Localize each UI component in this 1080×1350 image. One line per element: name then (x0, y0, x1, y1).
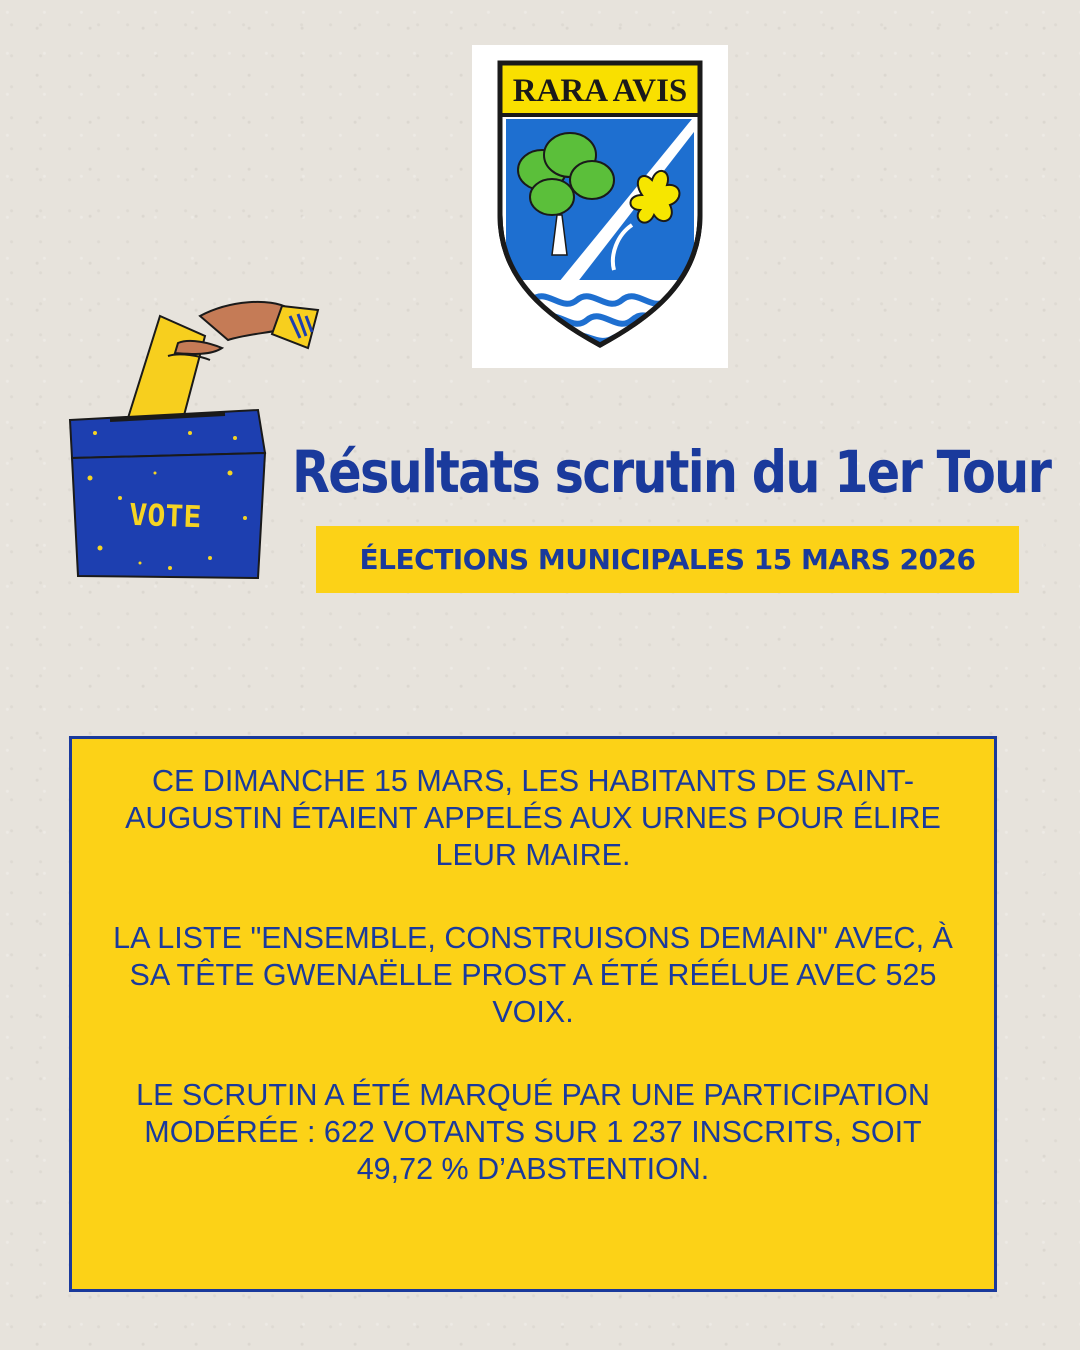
ballot-box-illustration (60, 288, 330, 588)
subtitle: ÉLECTIONS MUNICIPALES 15 MARS 2026 (359, 543, 976, 576)
results-text-box (69, 736, 997, 1292)
paragraph-participation: LE SCRUTIN A ÉTÉ MARQUÉ PAR UNE PARTICIPATION MODÉRÉE : 622 VOTANTS SUR 1 237 INSCRITS, SOIT 49,72 % D’ABSTENTION. (136, 1078, 930, 1186)
rara-avis-logo (472, 45, 728, 368)
vote-label: VOTE (128, 497, 203, 536)
paragraph-result: LA LISTE "ENSEMBLE, CONSTRUISONS DEMAIN" AVEC, À SA TÊTE GWENAËLLE PROST A ÉTÉ RÉÉLUE AVEC 525 VOIX. (113, 921, 953, 1029)
page-title: Résultats scrutin du 1er Tour (292, 438, 1051, 506)
logo-text: RARA AVIS (512, 73, 688, 109)
subtitle-banner (316, 526, 1019, 593)
paragraph-intro: CE DIMANCHE 15 MARS, LES HABITANTS DE SAINT-AUGUSTIN ÉTAIENT APPELÉS AUX URNES POUR ÉLIRE LEUR MAIRE. (125, 764, 941, 872)
crest-shield-icon (492, 55, 708, 358)
